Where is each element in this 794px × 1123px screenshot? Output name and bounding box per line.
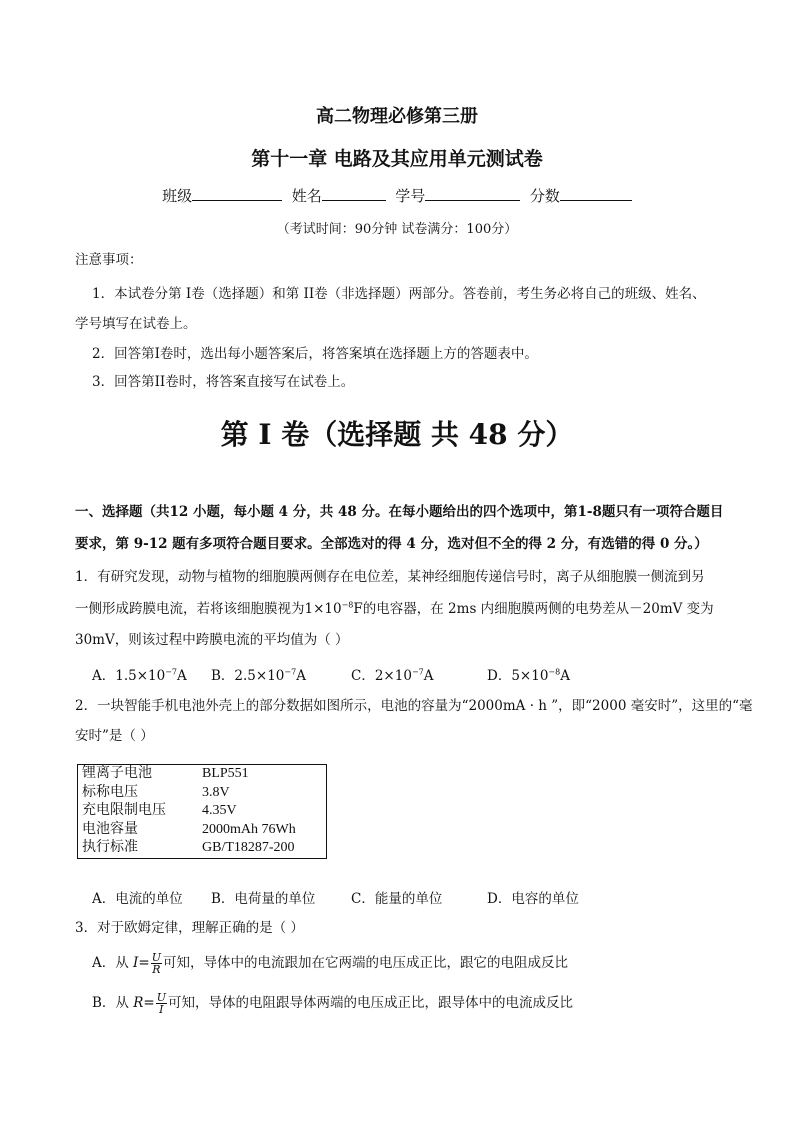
note-item-2: 2．回答第I卷时，选出每小题答案后，将答案填在选择题上方的答题表中。 — [92, 346, 538, 362]
page-title: 高二物理必修第三册 — [316, 106, 478, 127]
option-label: D． — [487, 668, 512, 684]
formula-eq: = — [143, 995, 155, 1011]
section-title: 第 I 卷（选择题 共 48 分） — [220, 418, 574, 451]
field-class-blank[interactable] — [192, 186, 282, 201]
fraction-numerator: U — [151, 951, 161, 964]
option-label: B． — [211, 891, 235, 907]
fraction-denominator: R — [152, 963, 161, 976]
option-label: A． — [92, 955, 116, 971]
q1-line2-exp: −8 — [341, 600, 354, 610]
q2-option-a[interactable] — [92, 887, 183, 907]
table-row — [78, 802, 327, 821]
field-name-label: 姓名 — [291, 187, 322, 205]
section-instructions-line2: 要求，第 9-12 题有多项符合题目要求。全部选对的得 4 分，选对但不全的得 2 分，有选错的得 0 分。） — [75, 536, 708, 552]
table-row — [78, 784, 327, 803]
option-unit: A — [423, 668, 434, 684]
fraction-denominator: I — [159, 1003, 164, 1016]
q3-option-a[interactable] — [92, 948, 568, 978]
field-score-blank[interactable] — [560, 186, 632, 201]
q2-line2: 安时”是（ ） — [75, 728, 154, 744]
option-text: 可知，导体的电阻跟导体两端的电压成正比，跟导体中的电流成反比 — [167, 995, 573, 1011]
q3-option-b[interactable] — [92, 988, 573, 1018]
q1-line2 — [75, 599, 714, 619]
option-label: B． — [92, 995, 116, 1011]
spec-value: 3.8V — [202, 784, 230, 800]
note-item-1-line2: 学号填写在试卷上。 — [75, 316, 197, 332]
field-name-blank[interactable] — [322, 186, 386, 201]
option-exp: −7 — [165, 667, 178, 677]
option-unit: A — [296, 668, 306, 684]
q1-option-b[interactable] — [211, 664, 306, 684]
option-base: 1.5×10 — [115, 668, 166, 684]
option-base: 2×10 — [374, 668, 412, 684]
spec-key: 锂离子电池 — [82, 766, 152, 781]
q1-option-a[interactable] — [92, 664, 187, 684]
field-score-label: 分数 — [529, 187, 560, 205]
spec-key: 充电限制电压 — [82, 803, 166, 818]
q1-line1: 1．有研究发现，动物与植物的细胞膜两侧存在电位差，某神经细胞传递信号时，离子从细胞膜一侧流到另 — [75, 569, 705, 585]
table-row — [78, 821, 327, 840]
q2-option-b[interactable] — [211, 887, 315, 907]
spec-value: BLP551 — [202, 766, 249, 781]
q2-option-d[interactable] — [487, 887, 579, 907]
option-base: 5×10 — [511, 668, 549, 684]
formula-eq: = — [138, 955, 150, 971]
battery-spec-table — [77, 764, 327, 859]
formula-lhs: R — [133, 995, 144, 1011]
q2-option-c[interactable] — [351, 887, 442, 907]
formula-lhs: I — [133, 955, 139, 971]
option-pre: 从 — [115, 995, 129, 1011]
q1-option-d[interactable] — [487, 664, 570, 684]
option-label: B． — [211, 668, 235, 684]
q3-line1: 3．对于欧姆定律，理解正确的是（ ） — [75, 920, 304, 936]
table-row — [78, 839, 327, 858]
formula-fraction — [156, 992, 167, 1015]
spec-key: 标称电压 — [82, 784, 138, 800]
note-item-3: 3．回答第II卷时，将答案直接写在试卷上。 — [92, 374, 355, 390]
option-text: 电荷量的单位 — [234, 891, 316, 907]
fraction-numerator: U — [156, 991, 166, 1004]
option-label: A． — [92, 668, 116, 684]
option-unit: A — [560, 668, 570, 684]
option-text: 可知，导体中的电流跟加在它两端的电压成正比，跟它的电阻成反比 — [162, 955, 568, 971]
q1-line3: 30mV，则该过程中跨膜电流的平均值为（ ） — [75, 632, 349, 648]
spec-value: 2000mAh 76Wh — [202, 821, 296, 837]
spec-key: 执行标准 — [82, 840, 138, 855]
option-exp: −7 — [411, 667, 424, 677]
q1-line2-b: F的电容器，在 2ms 内细胞膜两侧的电势差从－20mV 变为 — [353, 601, 714, 617]
q1-line2-a: 一侧形成跨膜电流，若将该细胞膜视为1×10 — [75, 601, 342, 617]
note-item-1-line1: 1．本试卷分第 I卷（选择题）和第 II卷（非选择题）两部分。答卷前，考生务必将自己的班级、姓名、 — [92, 286, 706, 302]
notes-heading: 注意事项： — [75, 252, 143, 268]
section-instructions-line1: 一、选择题（共12 小题，每小题 4 分，共 48 分。在每小题给出的四个选项中，第1-8题只有一项符合题目 — [75, 504, 724, 520]
option-exp: −7 — [284, 667, 297, 677]
option-text: 能量的单位 — [374, 891, 443, 907]
page-subtitle: 第十一章 电路及其应用单元测试卷 — [251, 148, 543, 170]
option-base: 2.5×10 — [234, 668, 285, 684]
formula-fraction — [151, 952, 162, 975]
option-text: 电流的单位 — [115, 891, 183, 907]
q1-option-c[interactable] — [351, 664, 433, 684]
option-pre: 从 — [115, 955, 129, 971]
student-info-line — [0, 185, 794, 206]
field-id-blank[interactable] — [425, 186, 520, 201]
option-label: C． — [351, 891, 375, 907]
option-label: C． — [351, 668, 375, 684]
spec-value: 4.35V — [202, 803, 237, 818]
field-class-label: 班级 — [162, 187, 193, 205]
field-id-label: 学号 — [395, 187, 426, 205]
exam-time-note: （考试时间：90分钟 试卷满分：100分） — [276, 222, 518, 237]
q2-line1: 2．一块智能手机电池外壳上的部分数据如图所示，电池的容量为“2000mA · h ”，即“2000 毫安时”，这里的“毫 — [75, 698, 753, 714]
option-exp: −8 — [548, 667, 561, 677]
option-unit: A — [177, 668, 187, 684]
spec-value: GB/T18287-200 — [202, 840, 295, 855]
option-label: D． — [487, 891, 512, 907]
option-text: 电容的单位 — [511, 891, 579, 907]
option-label: A． — [92, 891, 116, 907]
table-row — [78, 765, 327, 784]
spec-key: 电池容量 — [82, 821, 138, 837]
